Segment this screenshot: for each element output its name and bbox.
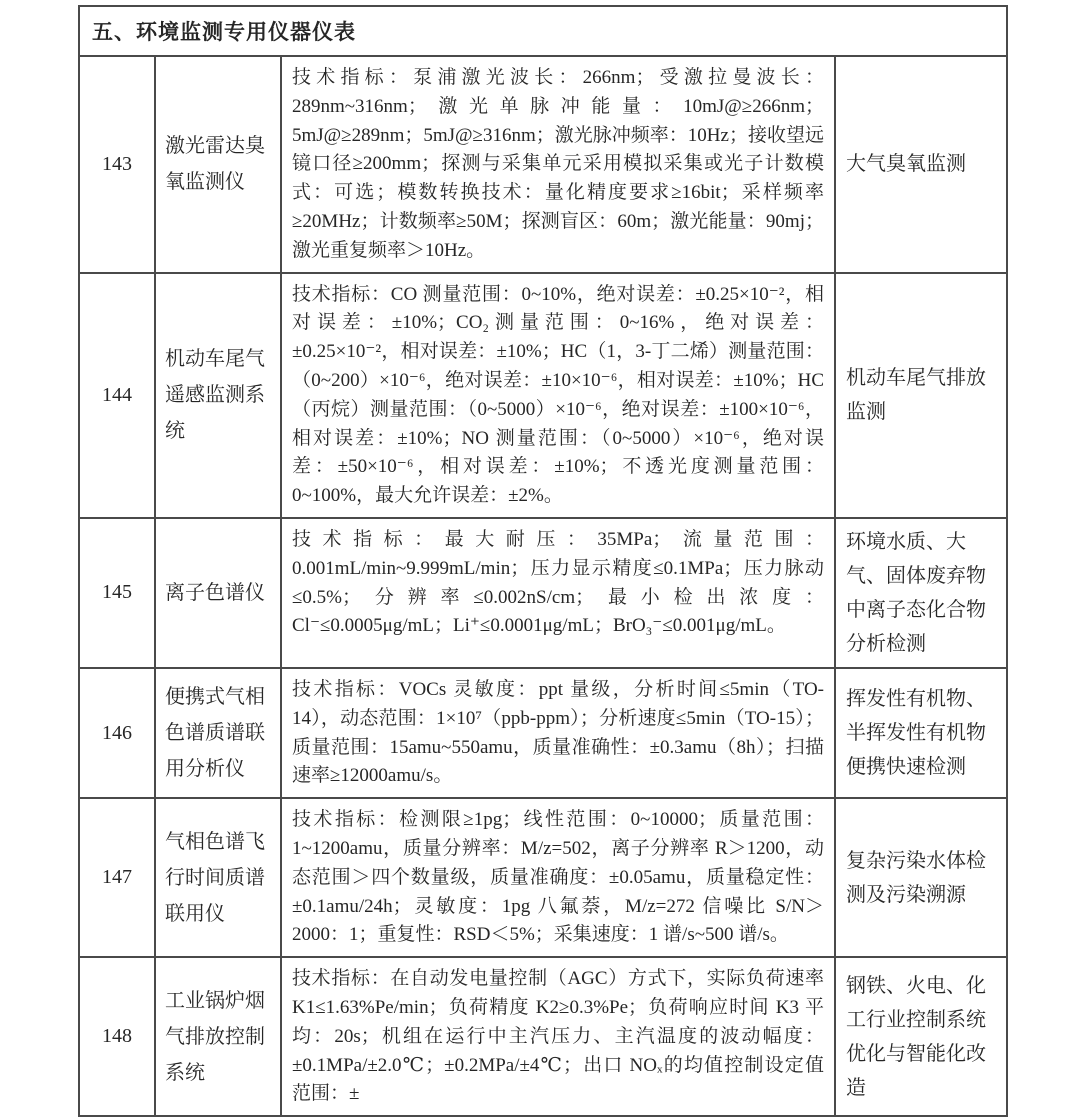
- tech-spec-cell: 技术指标：检测限≥1pg；线性范围：0~10000；质量范围：1~1200amu，质量分辨率：M/z=502，离子分辨率 R＞1200，动态范围＞四个数量级，质量准确度：±0.05amu，质量稳定性：±0.1amu/24h；灵敏度：1pg 八氟萘，M/z=272 信噪比 S/N＞2000：1；重复性：RSD＜5%；采集速度：1 谱/s~500 谱/s。: [282, 799, 836, 956]
- instrument-name-cell: 气相色谱飞行时间质谱联用仪: [156, 799, 282, 956]
- tech-spec-cell: 技术指标：最大耐压：35MPa；流量范围：0.001mL/min~9.999mL/min；压力显示精度≤0.1MPa；压力脉动≤0.5%；分辨率≤0.002nS/cm；最小检出浓度：Cl⁻≤0.0005μg/mL；Li⁺≤0.0001μg/mL；BrO₃⁻≤0.001μg/mL。: [282, 519, 836, 667]
- instrument-name-cell: 便携式气相色谱质谱联用分析仪: [156, 669, 282, 797]
- tech-spec-cell: 技术指标：VOCs 灵敏度：ppt 量级，分析时间≤5min（TO-14），动态范围：1×10⁷（ppb-ppm）；分析速度≤5min（TO-15）；质量范围：15amu~550amu，质量准确性：±0.3amu（8h）；扫描速率≥12000amu/s。: [282, 669, 836, 797]
- instrument-name-cell: 激光雷达臭氧监测仪: [156, 57, 282, 272]
- tech-spec-cell: 技术指标：CO 测量范围：0~10%，绝对误差：±0.25×10⁻²，相对误差：±10%；CO₂测量范围：0~16%，绝对误差：±0.25×10⁻²，相对误差：±10%；HC（1，3-丁二烯）测量范围：（0~200）×10⁻⁶，绝对误差：±10×10⁻⁶，相对误差：±10%；HC（丙烷）测量范围：（0~5000）×10⁻⁶，绝对误差：±100×10⁻⁶，相对误差：±10%；NO 测量范围：（0~5000）×10⁻⁶，绝对误差：±50×10⁻⁶，相对误差：±10%；不透光度测量范围：0~100%，最大允许误差：±2%。: [282, 274, 836, 517]
- row-number-cell: 148: [80, 958, 156, 1115]
- instrument-name-cell: 工业锅炉烟气排放控制系统: [156, 958, 282, 1115]
- application-cell: 机动车尾气排放监测: [846, 367, 986, 424]
- instrument-table: [78, 5, 1008, 1117]
- instrument-name-cell: 离子色谱仪: [156, 519, 282, 667]
- application-cell: 挥发性有机物、半挥发性有机物便携快速检测: [846, 688, 986, 779]
- application-cell: 环境水质、大气、固体废弃物中离子态化合物分析检测: [846, 530, 986, 655]
- table-row: [80, 958, 1006, 1115]
- table-row: [80, 57, 1006, 274]
- tech-spec-cell: 技术指标：泵浦激光波长：266nm；受激拉曼波长：289nm~316nm；激光单脉冲能量：10mJ@≥266nm；5mJ@≥289nm；5mJ@≥316nm；激光脉冲频率：10Hz；接收望远镜口径≥200mm；探测与采集单元采用模拟采集或光子计数模式：可选；模数转换技术：量化精度要求≥16bit；采样频率≥20MHz；计数频率≥50M；探测盲区：60m；激光能量：90mj；激光重复频率＞10Hz。: [282, 57, 836, 272]
- application-cell: 大气臭氧监测: [846, 153, 966, 176]
- row-number-cell: 147: [80, 799, 156, 956]
- table-row: [80, 274, 1006, 519]
- row-number-cell: 146: [80, 669, 156, 797]
- table-row: [80, 519, 1006, 669]
- row-number-cell: 143: [80, 57, 156, 272]
- row-number-cell: 144: [80, 274, 156, 517]
- application-cell: 钢铁、火电、化工行业控制系统优化与智能化改造: [846, 974, 986, 1099]
- table-row: [80, 799, 1006, 958]
- section-title: 五、环境监测专用仪器仪表: [80, 7, 1006, 57]
- instrument-name-cell: 机动车尾气遥感监测系统: [156, 274, 282, 517]
- row-number-cell: 145: [80, 519, 156, 667]
- application-cell: 复杂污染水体检测及污染溯源: [846, 849, 986, 906]
- tech-spec-cell: 技术指标：在自动发电量控制（AGC）方式下，实际负荷速率 K1≤1.63%Pe/min；负荷精度 K2≥0.3%Pe；负荷响应时间 K3 平均：20s；机组在运行中主汽压力、主汽温度的波动幅度：±0.1MPa/±2.0℃；±0.2MPa/±4℃；出口 NOₓ的均值控制设定值范围：±: [282, 958, 836, 1115]
- table-row: [80, 669, 1006, 799]
